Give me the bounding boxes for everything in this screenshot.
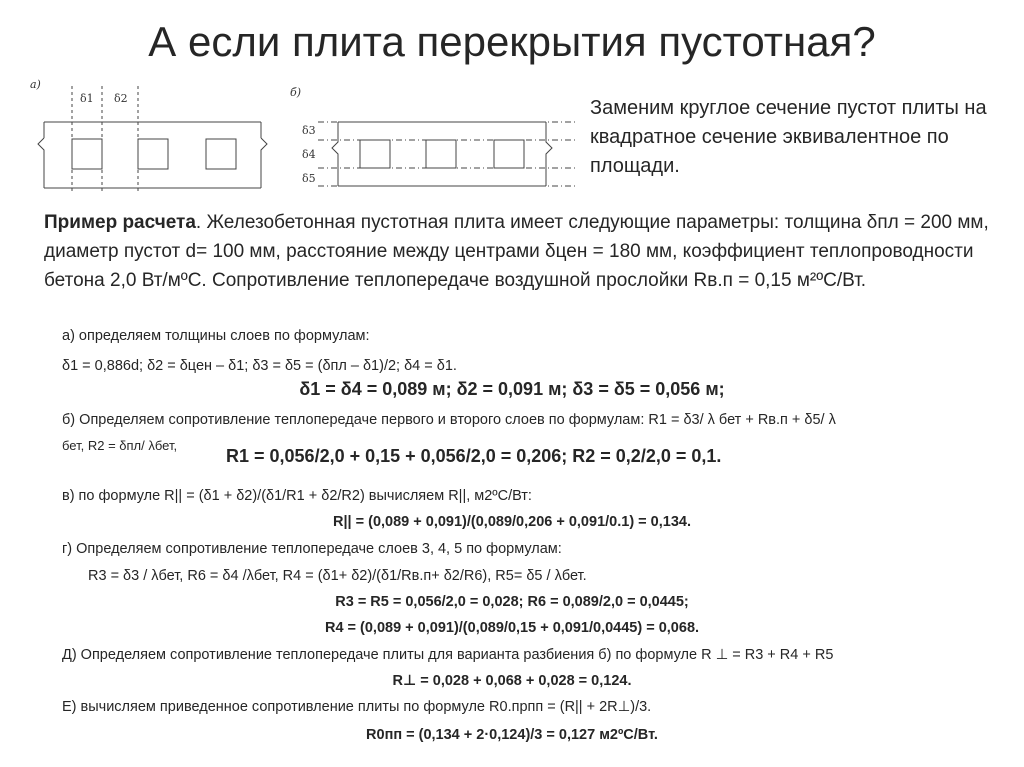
step-g-result-1: R3 = R5 = 0,056/2,0 = 0,028; R6 = 0,089/2,0 = 0,0445;	[335, 594, 689, 610]
step-e-result: R0пп = (0,134 + 2·0,124)/3 = 0,127 м2ºС/Вт.	[366, 727, 658, 743]
step-v-result: R|| = (0,089 + 0,091)/(0,089/0,206 + 0,091/0.1) = 0,134.	[333, 514, 691, 530]
example-paragraph	[44, 208, 994, 295]
step-g-result-2: R4 = (0,089 + 0,091)/(0,089/0,15 + 0,091/0,0445) = 0,068.	[324, 620, 700, 636]
slide-title: А если плита перекрытия пустотная?	[148, 18, 876, 65]
step-g-formula: R3 = δ3 / λбет, R6 = δ4 /λбет, R4 = (δ1+ δ2)/(δ1/Rв.п+ δ2/R6), R5= δ5 / λбет.	[88, 568, 587, 584]
example-text: . Железобетонная пустотная плита имеет следующие параметры: толщина δпл = 200 мм, диаметр пустот d= 100 мм, расстояние между центрами δцен = 180 мм, коэффициент теплопроводности бетона 2,0 Вт/мºС. Сопротивление теплопередаче воздушной прослойки Rв.п = 0,15 м²ºС/Вт.	[44, 212, 989, 291]
step-v-title: в) по формуле R|| = (δ1 + δ2)/(δ1/R1 + δ2/R2) вычисляем R||, м2ºC/Вт:	[62, 488, 532, 504]
step-a-formula: δ1 = 0,886d; δ2 = δцен – δ1; δ3 = δ5 = (δпл – δ1)/2; δ4 = δ1.	[62, 358, 457, 374]
step-b-title-2: бет, R2 = δпл/ λбет,	[62, 438, 178, 453]
diagram-a	[28, 78, 288, 196]
step-d-title: Д) Определяем сопротивление теплопередаче плиты для варианта разбиения б) по формуле R ⊥ = R3 + R4 + R5	[62, 647, 834, 663]
diagram-b	[288, 82, 588, 194]
label-d1: δ1	[80, 92, 94, 105]
label-d2: δ2	[114, 92, 128, 105]
step-a-title: а) определяем толщины слоев по формулам:	[62, 328, 370, 344]
intro-text: Заменим круглое сечение пустот плиты на квадратное сечение эквивалентное по площади.	[590, 97, 987, 177]
label-d3: δ3	[302, 124, 316, 137]
example-lead: Пример расчета	[44, 212, 196, 233]
step-a-result: δ1 = δ4 = 0,089 м; δ2 = 0,091 м; δ3 = δ5 = 0,056 м;	[299, 379, 725, 399]
step-b-result: R1 = 0,056/2,0 + 0,15 + 0,056/2,0 = 0,206; R2 = 0,2/2,0 = 0,1.	[226, 446, 722, 466]
label-d4: δ4	[302, 148, 316, 161]
diagram-a-label: а)	[30, 78, 41, 91]
step-d-result: R⊥ = 0,028 + 0,068 + 0,028 = 0,124.	[392, 673, 632, 689]
step-b-title: б) Определяем сопротивление теплопередаче первого и второго слоев по формулам: R1 = δ3/ λ бет + Rв.п + δ5/ λ	[62, 412, 836, 428]
step-g-title: г) Определяем сопротивление теплопередаче слоев 3, 4, 5 по формулам:	[62, 541, 562, 557]
diagram-b-label: б)	[290, 86, 302, 99]
step-e-title: Е) вычисляем приведенное сопротивление плиты по формуле R0.прпп = (R|| + 2R⊥)/3.	[62, 699, 652, 715]
label-d5: δ5	[302, 172, 316, 185]
